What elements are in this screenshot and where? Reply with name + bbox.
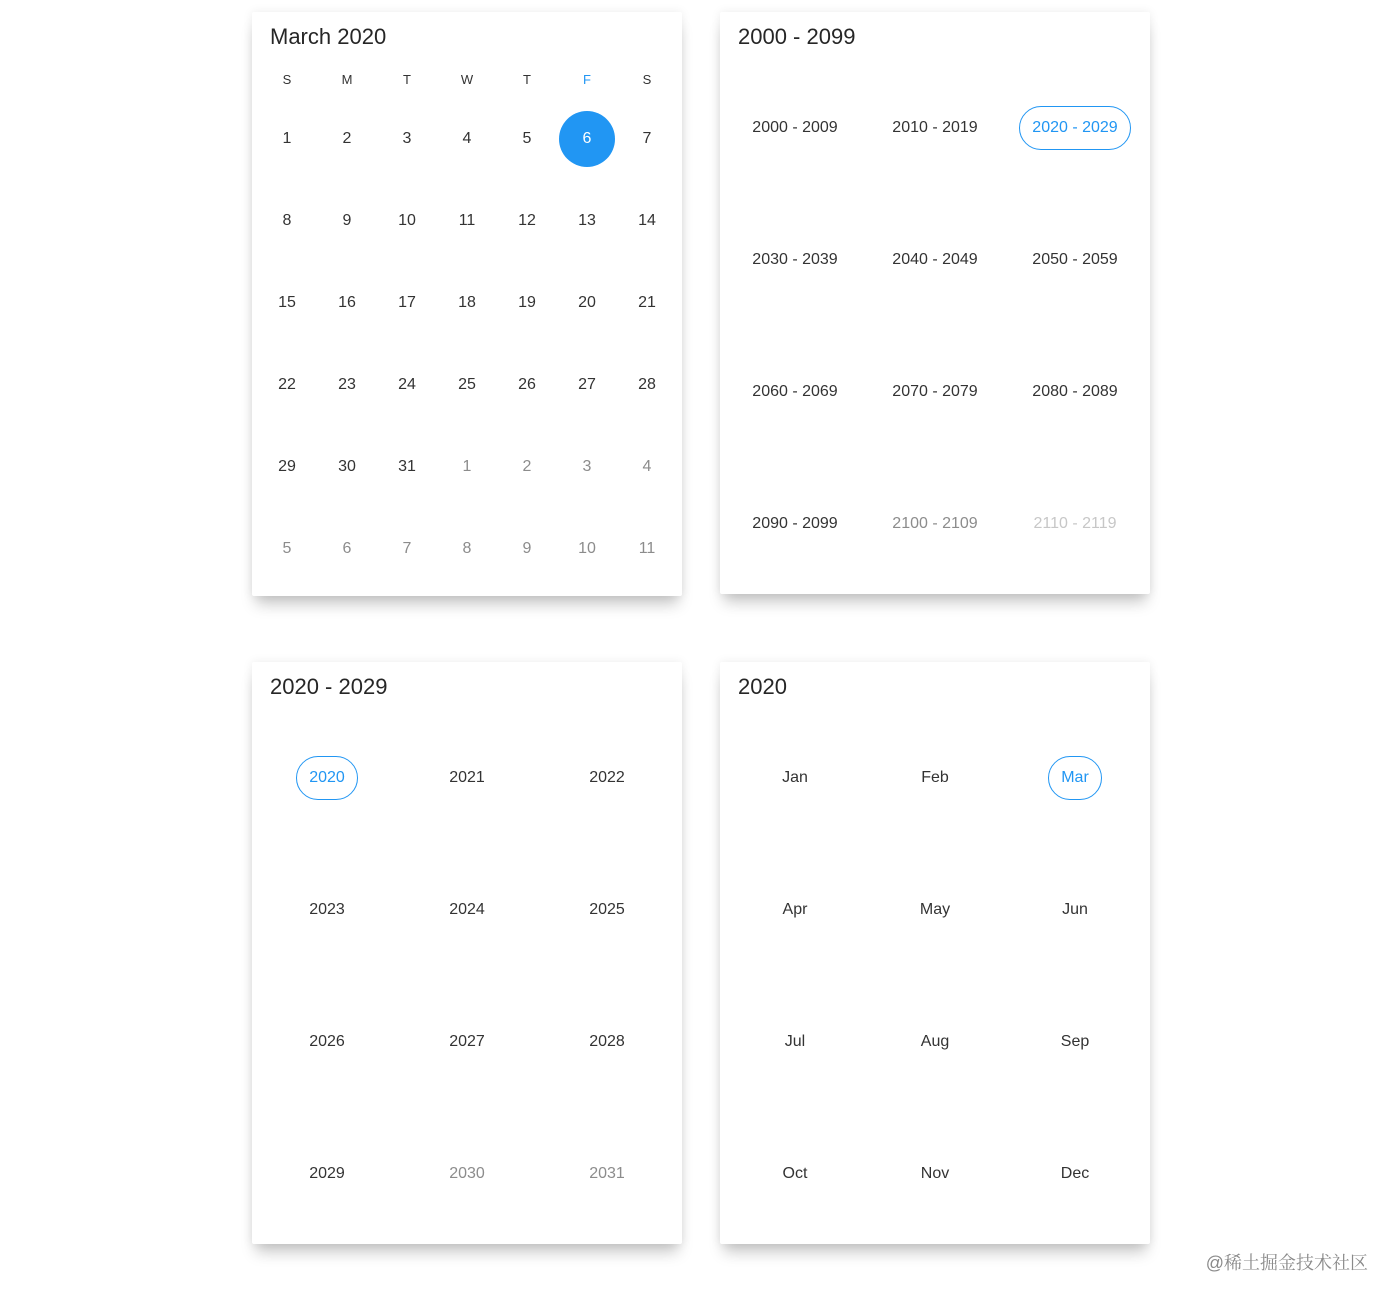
month-cell-label: Dec bbox=[1060, 1165, 1090, 1182]
month-cell-label: Jan bbox=[782, 769, 808, 786]
day-number: 23 bbox=[338, 376, 356, 393]
decade-cell-label: 2070 - 2079 bbox=[892, 383, 978, 400]
day-cell[interactable] bbox=[497, 426, 557, 508]
day-cell[interactable] bbox=[377, 508, 437, 590]
day-number: 28 bbox=[638, 376, 656, 393]
day-number: 9 bbox=[522, 540, 532, 557]
day-cell[interactable] bbox=[557, 262, 617, 344]
day-number: 13 bbox=[578, 212, 596, 229]
year-cell-label: 2027 bbox=[449, 1033, 485, 1050]
day-cell[interactable] bbox=[257, 426, 317, 508]
day-cell[interactable] bbox=[317, 262, 377, 344]
month-cell-label: Sep bbox=[1060, 1033, 1090, 1050]
day-cell[interactable] bbox=[497, 262, 557, 344]
day-cell[interactable] bbox=[437, 426, 497, 508]
day-cell[interactable] bbox=[317, 344, 377, 426]
decade-cell-label: 2020 - 2029 bbox=[1019, 106, 1130, 150]
day-number: 4 bbox=[642, 458, 652, 475]
year-cell[interactable] bbox=[397, 1108, 537, 1240]
day-number: 21 bbox=[638, 294, 656, 311]
decade-cell[interactable] bbox=[725, 458, 865, 590]
weekday-label: W bbox=[460, 72, 474, 87]
month-cell-label: Aug bbox=[920, 1033, 950, 1050]
month-cell[interactable] bbox=[725, 976, 865, 1108]
month-cell-selected[interactable] bbox=[1005, 712, 1145, 844]
year-cell[interactable] bbox=[257, 844, 397, 976]
year-cell[interactable] bbox=[537, 976, 677, 1108]
year-cell-label: 2029 bbox=[309, 1165, 345, 1182]
day-cell[interactable] bbox=[437, 98, 497, 180]
day-number: 30 bbox=[338, 458, 356, 475]
day-cell[interactable] bbox=[377, 180, 437, 262]
month-cell-label: Nov bbox=[920, 1165, 950, 1182]
decade-view-title[interactable]: 2020 - 2029 bbox=[270, 674, 388, 699]
year-cell-label: 2020 bbox=[296, 756, 358, 800]
year-cell[interactable] bbox=[257, 1108, 397, 1240]
year-cell[interactable] bbox=[397, 712, 537, 844]
day-number: 17 bbox=[398, 294, 416, 311]
day-cell-selected[interactable] bbox=[557, 98, 617, 180]
day-cell[interactable] bbox=[257, 508, 317, 590]
day-cell[interactable] bbox=[317, 98, 377, 180]
day-number: 7 bbox=[642, 130, 652, 147]
weekday-label: T bbox=[403, 72, 411, 87]
day-number: 26 bbox=[518, 376, 536, 393]
year-view-calendar bbox=[720, 662, 1150, 1244]
day-cell[interactable] bbox=[317, 508, 377, 590]
day-number: 18 bbox=[458, 294, 476, 311]
month-cell[interactable] bbox=[1005, 1108, 1145, 1240]
year-cell-selected[interactable] bbox=[257, 712, 397, 844]
month-cell[interactable] bbox=[865, 712, 1005, 844]
decade-cell[interactable] bbox=[865, 458, 1005, 590]
day-cell[interactable] bbox=[437, 344, 497, 426]
decade-cell-selected[interactable] bbox=[1005, 62, 1145, 194]
day-number: 8 bbox=[282, 212, 292, 229]
century-view-calendar bbox=[720, 12, 1150, 594]
day-number: 5 bbox=[522, 130, 532, 147]
watermark: @稀土掘金技术社区 bbox=[1205, 1253, 1368, 1273]
weekday-label: S bbox=[642, 72, 652, 87]
day-cell[interactable] bbox=[617, 508, 677, 590]
year-cell-label: 2025 bbox=[589, 901, 625, 918]
day-number: 2 bbox=[342, 130, 352, 147]
decade-cell[interactable] bbox=[1005, 326, 1145, 458]
year-cell-label: 2031 bbox=[589, 1165, 625, 1182]
year-cell-label: 2023 bbox=[309, 901, 345, 918]
day-number: 3 bbox=[402, 130, 412, 147]
day-cell[interactable] bbox=[437, 508, 497, 590]
day-cell[interactable] bbox=[437, 180, 497, 262]
day-number: 14 bbox=[638, 212, 656, 229]
year-cell[interactable] bbox=[397, 844, 537, 976]
decade-cell[interactable] bbox=[1005, 458, 1145, 590]
day-number: 25 bbox=[458, 376, 476, 393]
day-cell[interactable] bbox=[317, 426, 377, 508]
month-cell-label: Feb bbox=[921, 769, 949, 786]
year-cell-label: 2021 bbox=[449, 769, 485, 786]
day-number: 6 bbox=[559, 111, 615, 167]
day-cell[interactable] bbox=[437, 262, 497, 344]
day-cell[interactable] bbox=[617, 426, 677, 508]
decade-cell-label: 2060 - 2069 bbox=[752, 383, 838, 400]
day-cell[interactable] bbox=[557, 508, 617, 590]
decade-cell[interactable] bbox=[865, 62, 1005, 194]
day-number: 15 bbox=[278, 294, 296, 311]
day-cell[interactable] bbox=[377, 262, 437, 344]
decade-view-calendar bbox=[252, 662, 682, 1244]
day-cell[interactable] bbox=[497, 98, 557, 180]
decade-cell-label: 2050 - 2059 bbox=[1032, 251, 1118, 268]
month-cell[interactable] bbox=[865, 976, 1005, 1108]
day-cell[interactable] bbox=[377, 426, 437, 508]
decade-cell-label: 2090 - 2099 bbox=[752, 515, 838, 532]
day-number: 22 bbox=[278, 376, 296, 393]
day-number: 11 bbox=[638, 540, 656, 557]
year-cell[interactable] bbox=[537, 712, 677, 844]
month-cell-label: Mar bbox=[1048, 756, 1102, 800]
year-cell-label: 2028 bbox=[589, 1033, 625, 1050]
months-grid bbox=[725, 712, 1145, 1240]
decade-cell[interactable] bbox=[725, 62, 865, 194]
day-number: 2 bbox=[522, 458, 532, 475]
year-cell[interactable] bbox=[397, 976, 537, 1108]
month-cell[interactable] bbox=[725, 712, 865, 844]
month-view-title[interactable]: March 2020 bbox=[270, 24, 387, 49]
weekday-header bbox=[257, 70, 677, 90]
year-cell[interactable] bbox=[537, 844, 677, 976]
year-view-title[interactable]: 2020 bbox=[738, 674, 787, 699]
decade-cell[interactable] bbox=[1005, 194, 1145, 326]
day-number: 27 bbox=[578, 376, 596, 393]
day-cell[interactable] bbox=[257, 262, 317, 344]
day-number: 1 bbox=[282, 130, 292, 147]
days-grid bbox=[257, 98, 677, 590]
month-view-calendar bbox=[252, 12, 682, 596]
decades-grid bbox=[725, 62, 1145, 590]
day-cell[interactable] bbox=[497, 344, 557, 426]
month-cell[interactable] bbox=[865, 844, 1005, 976]
weekday-label: S bbox=[282, 72, 292, 87]
day-cell[interactable] bbox=[557, 180, 617, 262]
month-cell[interactable] bbox=[725, 844, 865, 976]
decade-cell[interactable] bbox=[725, 194, 865, 326]
month-cell[interactable] bbox=[1005, 976, 1145, 1108]
day-cell[interactable] bbox=[317, 180, 377, 262]
day-number: 20 bbox=[578, 294, 596, 311]
year-cell[interactable] bbox=[537, 1108, 677, 1240]
decade-cell[interactable] bbox=[865, 326, 1005, 458]
day-number: 31 bbox=[398, 458, 416, 475]
month-cell-label: May bbox=[919, 901, 951, 918]
day-number: 5 bbox=[282, 540, 292, 557]
day-number: 10 bbox=[398, 212, 416, 229]
decade-cell-label: 2080 - 2089 bbox=[1032, 383, 1118, 400]
day-cell[interactable] bbox=[257, 180, 317, 262]
month-cell-label: Oct bbox=[782, 1165, 808, 1182]
day-number: 29 bbox=[278, 458, 296, 475]
month-cell-label: Jun bbox=[1062, 901, 1088, 918]
decade-cell[interactable] bbox=[725, 326, 865, 458]
day-number: 19 bbox=[518, 294, 536, 311]
weekday-label: F bbox=[583, 72, 591, 87]
day-number: 9 bbox=[342, 212, 352, 229]
year-cell-label: 2022 bbox=[589, 769, 625, 786]
day-number: 6 bbox=[342, 540, 352, 557]
day-cell[interactable] bbox=[557, 426, 617, 508]
month-cell[interactable] bbox=[1005, 844, 1145, 976]
day-number: 12 bbox=[518, 212, 536, 229]
day-number: 24 bbox=[398, 376, 416, 393]
years-grid bbox=[257, 712, 677, 1240]
decade-cell-label: 2110 - 2119 bbox=[1033, 515, 1117, 532]
decade-cell-label: 2000 - 2009 bbox=[752, 119, 838, 136]
year-cell-label: 2024 bbox=[449, 901, 485, 918]
century-view-title[interactable]: 2000 - 2099 bbox=[738, 24, 856, 49]
day-number: 1 bbox=[462, 458, 472, 475]
month-cell-label: Jul bbox=[784, 1033, 806, 1050]
day-cell[interactable] bbox=[617, 180, 677, 262]
day-number: 8 bbox=[462, 540, 472, 557]
decade-cell-label: 2100 - 2109 bbox=[892, 515, 978, 532]
weekday-label: M bbox=[341, 72, 353, 87]
day-cell[interactable] bbox=[617, 98, 677, 180]
weekday-label: T bbox=[523, 72, 531, 87]
decade-cell-label: 2040 - 2049 bbox=[892, 251, 978, 268]
decade-cell-label: 2030 - 2039 bbox=[752, 251, 838, 268]
day-cell[interactable] bbox=[257, 344, 317, 426]
day-number: 4 bbox=[462, 130, 472, 147]
day-number: 10 bbox=[578, 540, 596, 557]
day-cell[interactable] bbox=[377, 98, 437, 180]
month-cell-label: Apr bbox=[782, 901, 808, 918]
day-cell[interactable] bbox=[497, 508, 557, 590]
day-cell[interactable] bbox=[557, 344, 617, 426]
day-cell[interactable] bbox=[377, 344, 437, 426]
day-number: 3 bbox=[582, 458, 592, 475]
day-number: 16 bbox=[338, 294, 356, 311]
year-cell-label: 2030 bbox=[449, 1165, 485, 1182]
decade-cell[interactable] bbox=[865, 194, 1005, 326]
decade-cell-label: 2010 - 2019 bbox=[892, 119, 978, 136]
day-number: 7 bbox=[402, 540, 412, 557]
month-cell[interactable] bbox=[865, 1108, 1005, 1240]
day-cell[interactable] bbox=[257, 98, 317, 180]
day-cell[interactable] bbox=[617, 344, 677, 426]
year-cell-label: 2026 bbox=[309, 1033, 345, 1050]
month-cell[interactable] bbox=[725, 1108, 865, 1240]
day-cell[interactable] bbox=[617, 262, 677, 344]
year-cell[interactable] bbox=[257, 976, 397, 1108]
day-number: 11 bbox=[458, 212, 476, 229]
day-cell[interactable] bbox=[497, 180, 557, 262]
